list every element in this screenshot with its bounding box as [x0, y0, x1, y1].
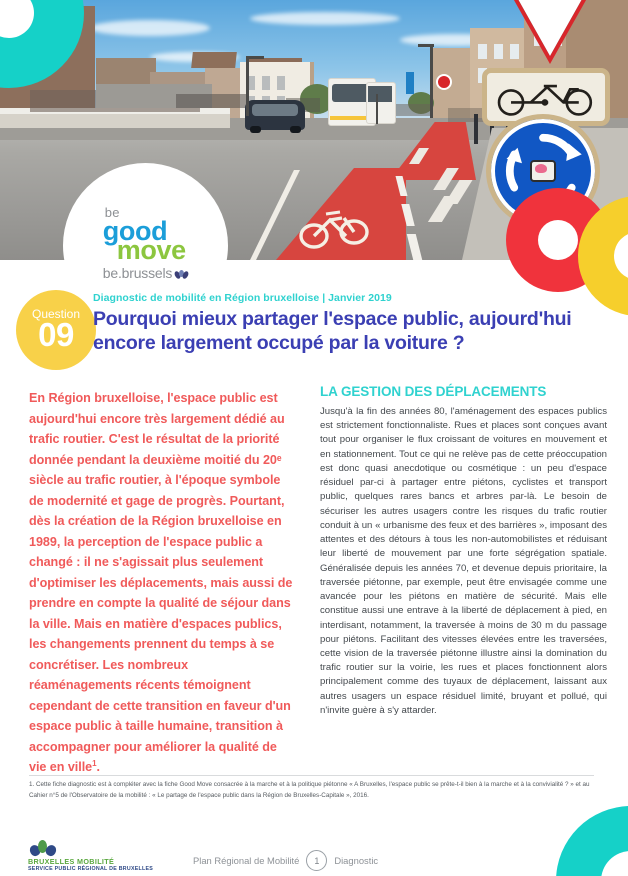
header-kicker: Diagnostic de mobilité en Région bruxelloise | Janvier 2019 [93, 292, 392, 304]
pedestrians [176, 94, 246, 108]
iris-flower-icon [30, 840, 56, 856]
roof [191, 52, 237, 68]
cloud [250, 12, 400, 25]
bruxelles-mobilite-logo [28, 840, 178, 873]
window [262, 76, 270, 90]
no-entry-sign [436, 74, 452, 90]
median [0, 112, 230, 128]
yield-sign-inner [496, 0, 604, 56]
plan-label: Plan Régional de Mobilité [193, 855, 300, 866]
right-column [320, 384, 607, 718]
car-wheel [290, 126, 301, 133]
page-title: Pourquoi mieux partager l'espace public, aujourd'hui encore largement occupé par la voiture ? [93, 308, 572, 354]
question-number: 09 [38, 315, 74, 353]
section-body: Jusqu'à la fin des années 80, l'aménagement des espaces publics est strictement fonctionnaliste. Rues et places sont conçues avant tout pour organiser le flux croissant de voitures en mouvement et en stationnement. Tout ce qui ne relève pas de cette préoccupation est donc quasi anecdotique ou cosmétique : un peu d'espace résiduel par-ci à partager entre piétons, cyclistes et transport public, quelques rares bancs et arbres par-là. Le besoin de sécuriser les autres usagers contre les risques du trafic routier conduit à un « urbanisme des feux et des barrières », imposant des attentes et des détours à tous les non-automobilistes et réduisant leur liberté de mouvement par une forte ségrégation spatiale. Généralisée depuis les années 70, et devenue depuis prioritaire, la traversée piétonne, par exemple, peut être envisagée comme une avancée pour les piétons en matière de sécurité. Mais elle constitue aussi une entrave à la liberté de déplacement à pied, en interdisant, notamment, la traversée à moins de 30 m du passage pour piétons. Facilitant des vitesses élevées entre les traversées, cette vision de la traversée piétonne illustre ainsi la domination du trafic routier sur la voirie, les rues et places fonctionnent alors principalement comme des tuyaux de déplacement, laissant aux autres usagers un espace résiduel limité, bruyant et pollué, qui n'invite guère à s'y attarder. [320, 406, 607, 716]
page-header [93, 292, 613, 356]
footnote-divider [29, 775, 594, 776]
section-heading: LA GESTION DES DÉPLACEMENTS [320, 384, 547, 399]
lamp-arm [418, 44, 434, 47]
org-subtitle: SERVICE PUBLIC RÉGIONAL DE BRUXELLES [28, 866, 154, 873]
logo-line-good: good [102, 216, 168, 246]
iris-flower-icon [175, 270, 188, 279]
footnote-marker: 1 [92, 759, 97, 769]
intro-trailing: . [96, 760, 100, 775]
iris-center-icon [530, 160, 556, 182]
lamp-post [430, 46, 433, 118]
pole [376, 94, 378, 124]
logo-brussels-text: be.brussels [102, 264, 173, 281]
intro-paragraph [29, 388, 294, 778]
cloud [90, 20, 210, 36]
logo-line-brussels [103, 266, 188, 281]
footer-pagebar [193, 850, 378, 871]
car-window [252, 104, 298, 116]
section-label: Diagnostic [334, 855, 379, 866]
logo-line-move: move [116, 235, 186, 266]
car-wheel [250, 126, 261, 133]
lamp-post [246, 58, 249, 116]
org-name: BRUXELLES MOBILITÉ [28, 857, 115, 866]
intro-text: En Région bruxelloise, l'espace public est aujourd'hui encore très largement dédié au trafic routier. C'est le résultat de la priorité donnée pendant la deuxième moitié du 20ᵉ siècle au trafic routier, à l'époque symbole de modernité et gage de progrès. Pourtant, dès la création de la Région bruxelloise en 1989, la perception de l'espace public a changé : il ne s'agissait plus seulement d'optimiser les déplacements, mais aussi de prendre en compte la qualité de séjour dans la ville. Mais en matière d'espaces publics, les changements prennent du temps à se concrétiser. Les nombreux réaménagements récents témoignent cependant de cette transition en faveur d'un espace public à taille humaine, transition à accompagner pour améliorer la qualité de vie en ville [29, 391, 293, 775]
blue-sign [406, 72, 414, 94]
window [277, 76, 285, 90]
bus-windshield [332, 84, 370, 102]
bicycle-pictogram-icon [296, 202, 376, 254]
page-number: 1 [306, 850, 327, 871]
lamp-arm [246, 56, 264, 59]
page-footer [0, 834, 628, 876]
question-label: Question [31, 306, 81, 321]
question-badge [16, 290, 96, 370]
footnote-text: 1. Cette fiche diagnostic est à compléter avec la fiche Good Move consacrée à la marche et à la politique piétonne « A Bruxelles, l'espace public se prête-t-il bien à la marche et à la convivialité ? » et au Cahier n°5 de l'Observatoire de la mobilité : « Le partage de l'espace public dans la Région de Bruxelles-Capitale », 2016. [29, 781, 590, 799]
question-badge-circle [16, 290, 96, 370]
logo-line-be: be [104, 205, 120, 220]
bus-window [368, 86, 392, 102]
